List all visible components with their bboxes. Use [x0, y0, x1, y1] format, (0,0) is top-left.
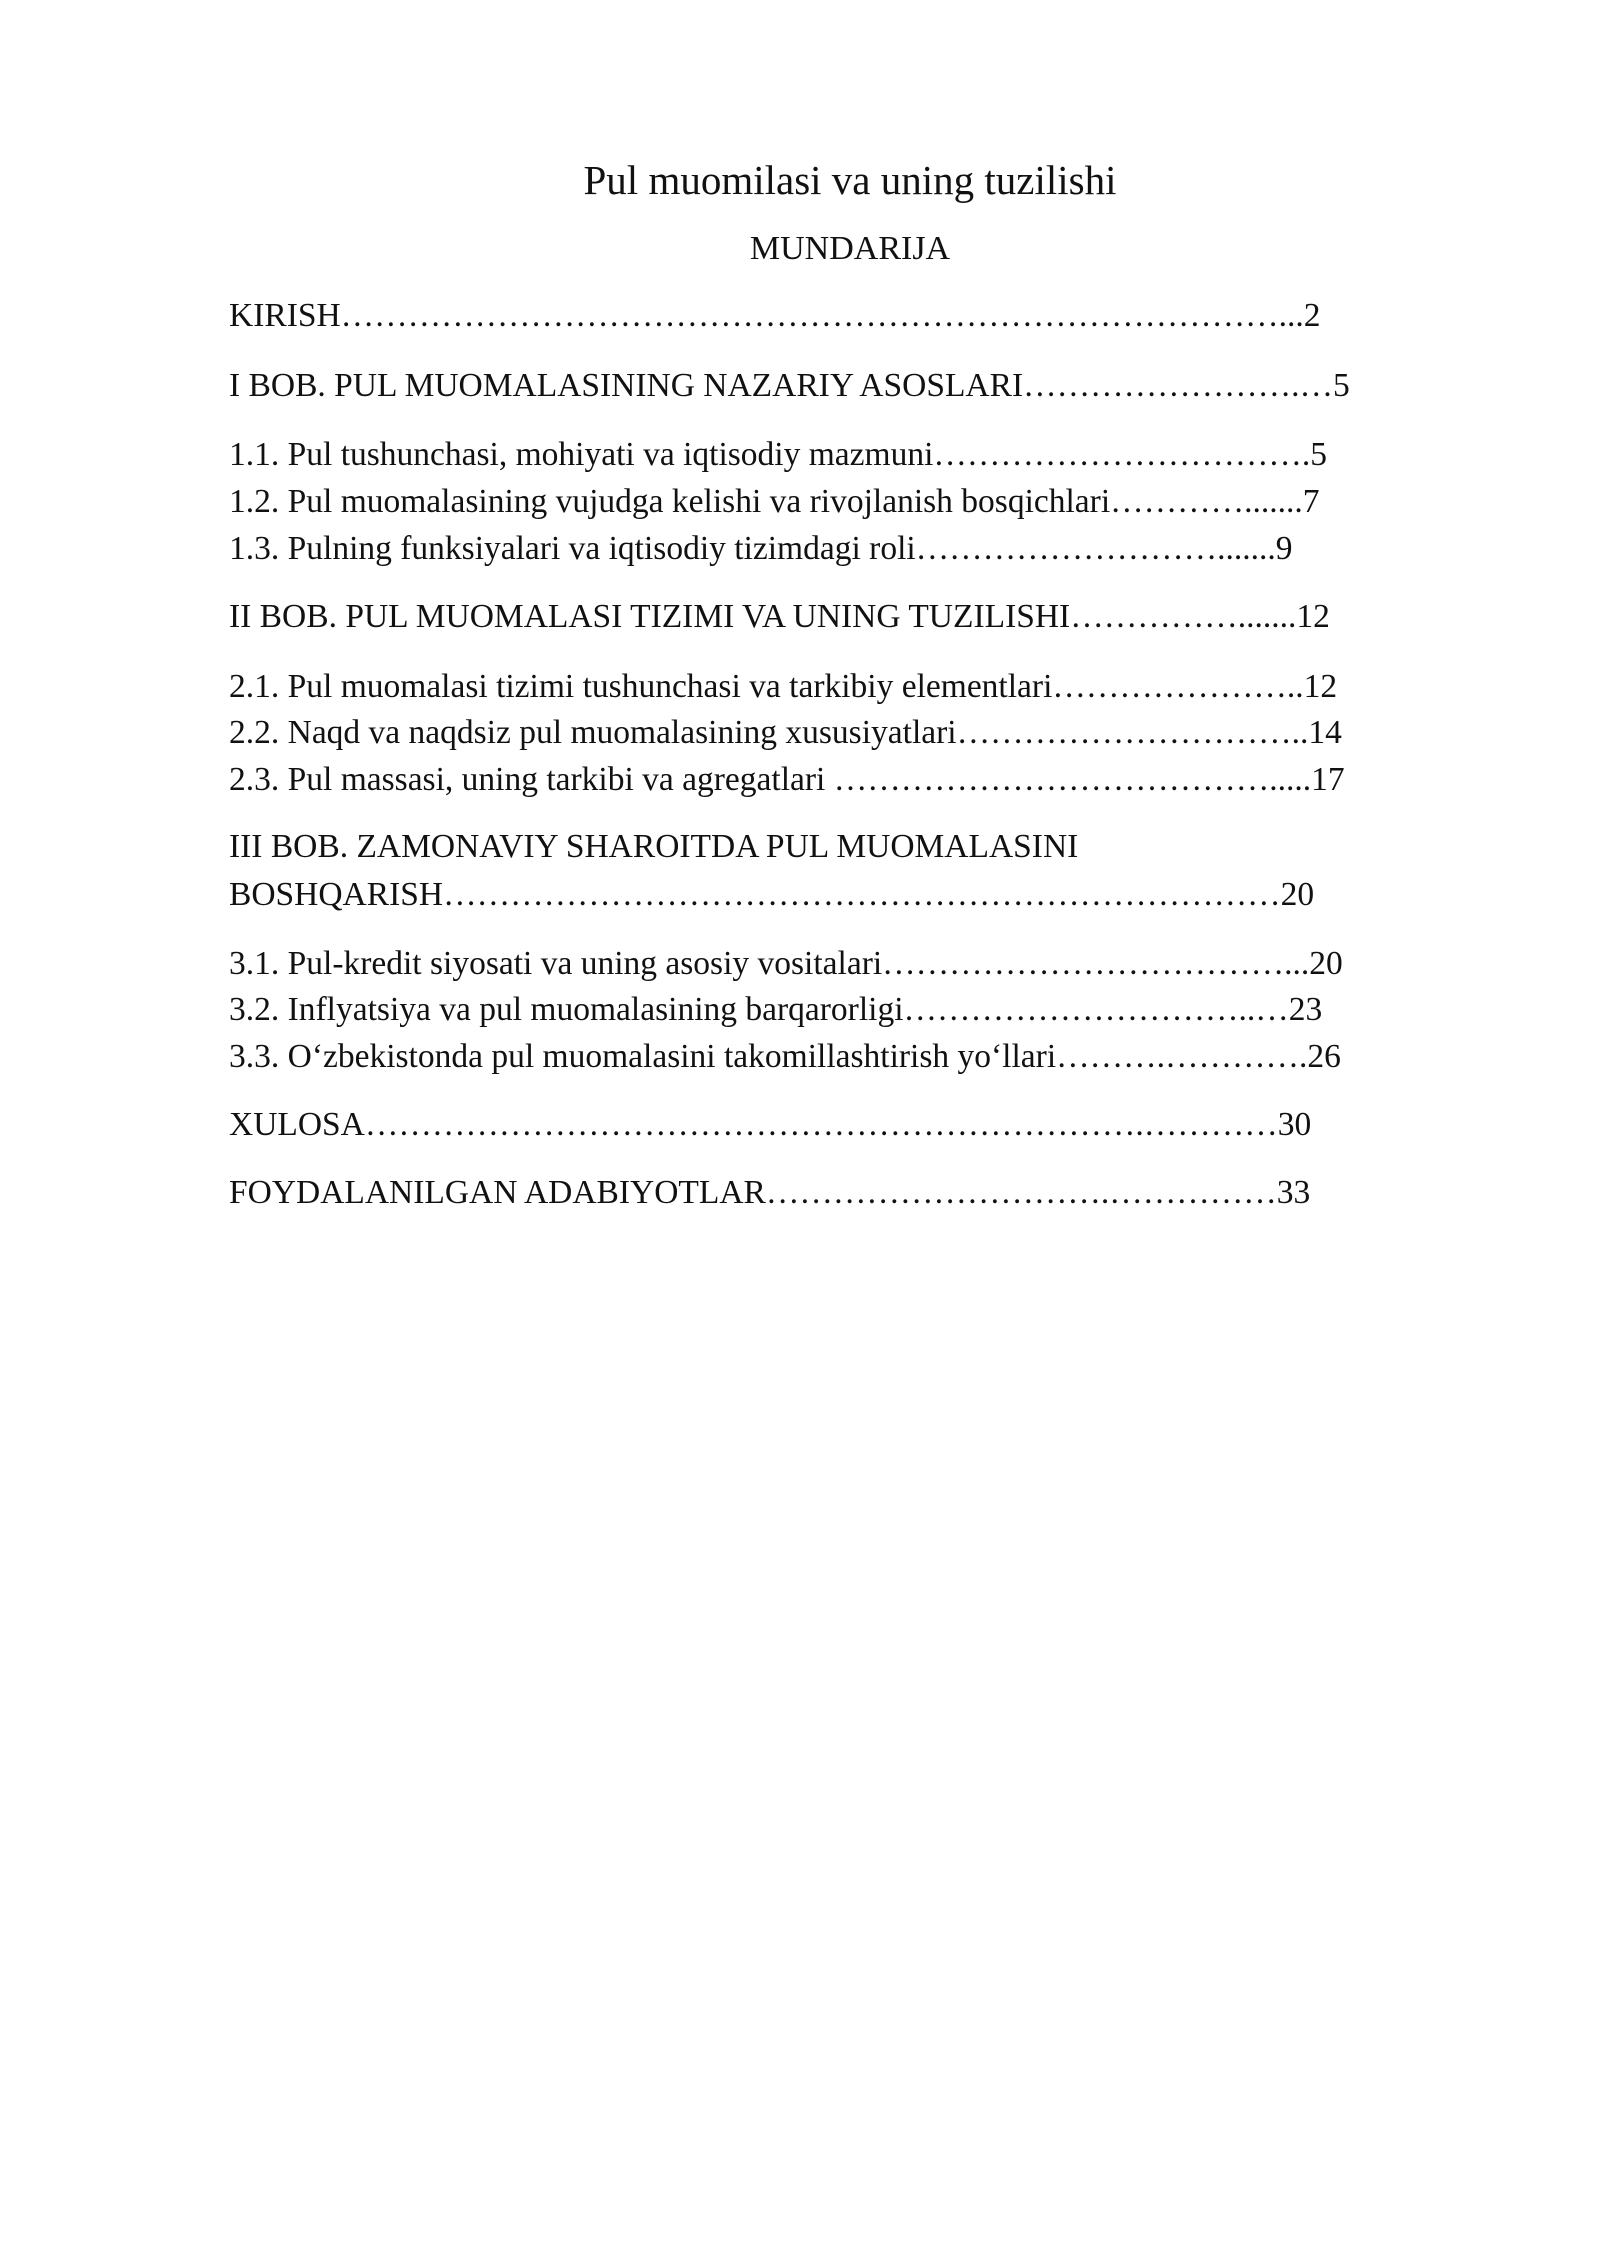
toc-entry-chapter-3-line-2: BOSHQARISH…………………………………………………………………20	[229, 876, 1315, 913]
toc-entry-section-1-3: 1.3. Pulning funksiyalari va iqtisodiy tizimdagi roli……………………….......9	[229, 530, 1293, 567]
toc-entry-section-3-3: 3.3. O‘zbekistonda pul muomalasini takomillashtirish yo‘llari……….………….26	[229, 1038, 1341, 1075]
toc-entry-section-2-3: 2.3. Pul massasi, uning tarkibi va agregatlari ………………………………….....17	[229, 761, 1345, 798]
toc-entry-section-2-1: 2.1. Pul muomalasi tizimi tushunchasi va tarkibiy elementlari…………………..12	[229, 668, 1338, 705]
toc-entry-section-3-2: 3.2. Inflyatsiya va pul muomalasining barqarorligi…………………………..…23	[229, 991, 1323, 1028]
toc-entry-section-1-1: 1.1. Pul tushunchasi, mohiyati va iqtisodiy mazmuni…………………………….5	[229, 436, 1328, 473]
toc-entry-section-3-1: 3.1. Pul-kredit siyosati va uning asosiy vositalari………………………………...20	[229, 945, 1343, 982]
toc-entry-references: FOYDALANILGAN ADABIYOTLAR………………………….……………33	[229, 1174, 1311, 1211]
toc-entry-section-2-2: 2.2. Naqd va naqdsiz pul muomalasining xususiyatlari…………………………..14	[229, 714, 1342, 751]
document-title: Pul muomilasi va uning tuzilishi	[583, 157, 1117, 203]
toc-entry-chapter-2: II BOB. PUL MUOMALASI TIZIMI VA UNING TUZILISHI…………….......12	[229, 598, 1330, 635]
toc-heading: MUNDARIJA	[749, 230, 951, 267]
toc-entry-section-1-2: 1.2. Pul muomalasining vujudga kelishi va rivojlanish bosqichlari………….......7	[229, 483, 1320, 520]
toc-entry-chapter-1: I BOB. PUL MUOMALASINING NAZARIY ASOSLARI…………………….…5	[229, 367, 1350, 404]
toc-entry-conclusion: XULOSA…………………………………………………………….…………30	[229, 1106, 1312, 1143]
toc-entry-chapter-3-line-1: III BOB. ZAMONAVIY SHAROITDA PUL MUOMALASINI	[229, 828, 1079, 865]
toc-entry-introduction: KIRISH…………………………………………………………………………...2	[229, 297, 1321, 334]
